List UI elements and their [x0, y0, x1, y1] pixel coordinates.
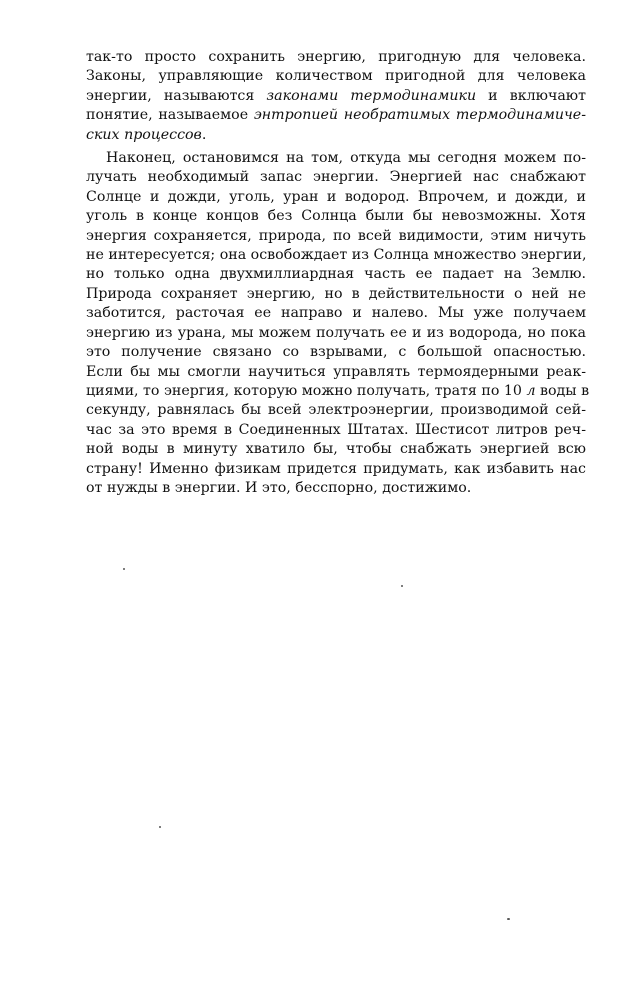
text-line [86, 207, 586, 226]
italic-text-segment: энтропией необратимых термодинамиче- [253, 107, 586, 124]
text-line [86, 126, 586, 145]
text-segment: секунду, равнялась бы всей электроэнергии, производимой сей- [86, 402, 586, 419]
paragraph-2 [86, 149, 590, 498]
text-segment: страну! Именно физикам придется придумать, как избавить нас [86, 460, 586, 477]
text-segment: но только одна двухмиллиардная часть ее падает на Землю. [86, 266, 586, 283]
text-line [86, 227, 586, 246]
text-segment: Солнце и дожди, уголь, уран и водород. Впрочем, и дожди, и [86, 188, 586, 205]
text-segment: энергия сохраняется, природа, по всей видимости, этим ничуть [86, 227, 586, 244]
text-line [86, 87, 586, 106]
text-segment: уголь в конце концов без Солнца были бы невозможны. Хотя [86, 208, 586, 225]
text-segment: заботится, расточая ее направо и налево. Мы уже получаем [86, 305, 586, 322]
text-segment: энергию из урана, мы можем получать ее и из водорода, но пока [86, 324, 586, 341]
text-line [86, 106, 586, 125]
italic-text-segment: л [526, 382, 536, 399]
text-segment: энергии, называются [86, 87, 267, 104]
text-segment: лучать необходимый запас энергии. Энергией нас снабжают [86, 169, 586, 186]
text-segment: понятие, называемое [86, 107, 254, 124]
text-segment: Законы, управляющие количеством пригодной для человека [86, 68, 586, 85]
text-line [86, 440, 586, 459]
text-segment: воды в [535, 382, 590, 399]
text-line [86, 401, 586, 420]
text-segment: Если бы мы смогли научиться управлять термоядерными реак- [86, 363, 586, 380]
text-segment: от нужды в энергии. И это, бесспорно, достижимо. [86, 479, 472, 496]
text-line [86, 168, 586, 187]
text-line [86, 479, 586, 498]
text-segment: час за это время в Соединенных Штатах. Шестисот литров реч- [86, 421, 586, 438]
text-segment: Наконец, остановимся на том, откуда мы сегодня можем по- [106, 150, 586, 167]
text-line [86, 48, 586, 67]
body-text [86, 48, 590, 498]
text-line [86, 265, 586, 284]
paragraph-1 [86, 48, 586, 145]
text-segment: так-то просто сохранить энергию, пригодную для человека. [86, 49, 586, 65]
italic-text-segment: ских процессов [86, 126, 202, 143]
scan-speck [159, 826, 161, 828]
scan-speck [401, 585, 403, 587]
text-line [86, 149, 586, 168]
text-line [86, 382, 590, 401]
text-line [86, 304, 586, 323]
text-line [86, 363, 586, 382]
text-line [86, 285, 586, 304]
text-line [86, 324, 586, 343]
scan-speck [123, 568, 125, 570]
text-segment: это получение связано со взрывами, с большой опасностью. [86, 344, 586, 361]
text-line [86, 188, 586, 207]
text-line [86, 460, 586, 479]
text-segment: . [201, 126, 207, 143]
text-segment: не интересуется; она освобождает из Солнца множество энергии, [86, 247, 587, 264]
text-line [86, 246, 586, 265]
text-segment: циями, то энергия, которую можно получать, тратя по 10 [86, 382, 527, 399]
text-segment: ной воды в минуту хватило бы, чтобы снабжать энергией всю [86, 441, 586, 458]
text-line [86, 421, 586, 440]
text-segment: Природа сохраняет энергию, но в действительности о ней не [86, 285, 586, 302]
scan-speck [507, 918, 510, 920]
italic-text-segment: законами термодинамики [266, 87, 477, 104]
text-line [86, 67, 586, 86]
text-line [86, 343, 586, 362]
text-segment: и включают [476, 87, 586, 104]
